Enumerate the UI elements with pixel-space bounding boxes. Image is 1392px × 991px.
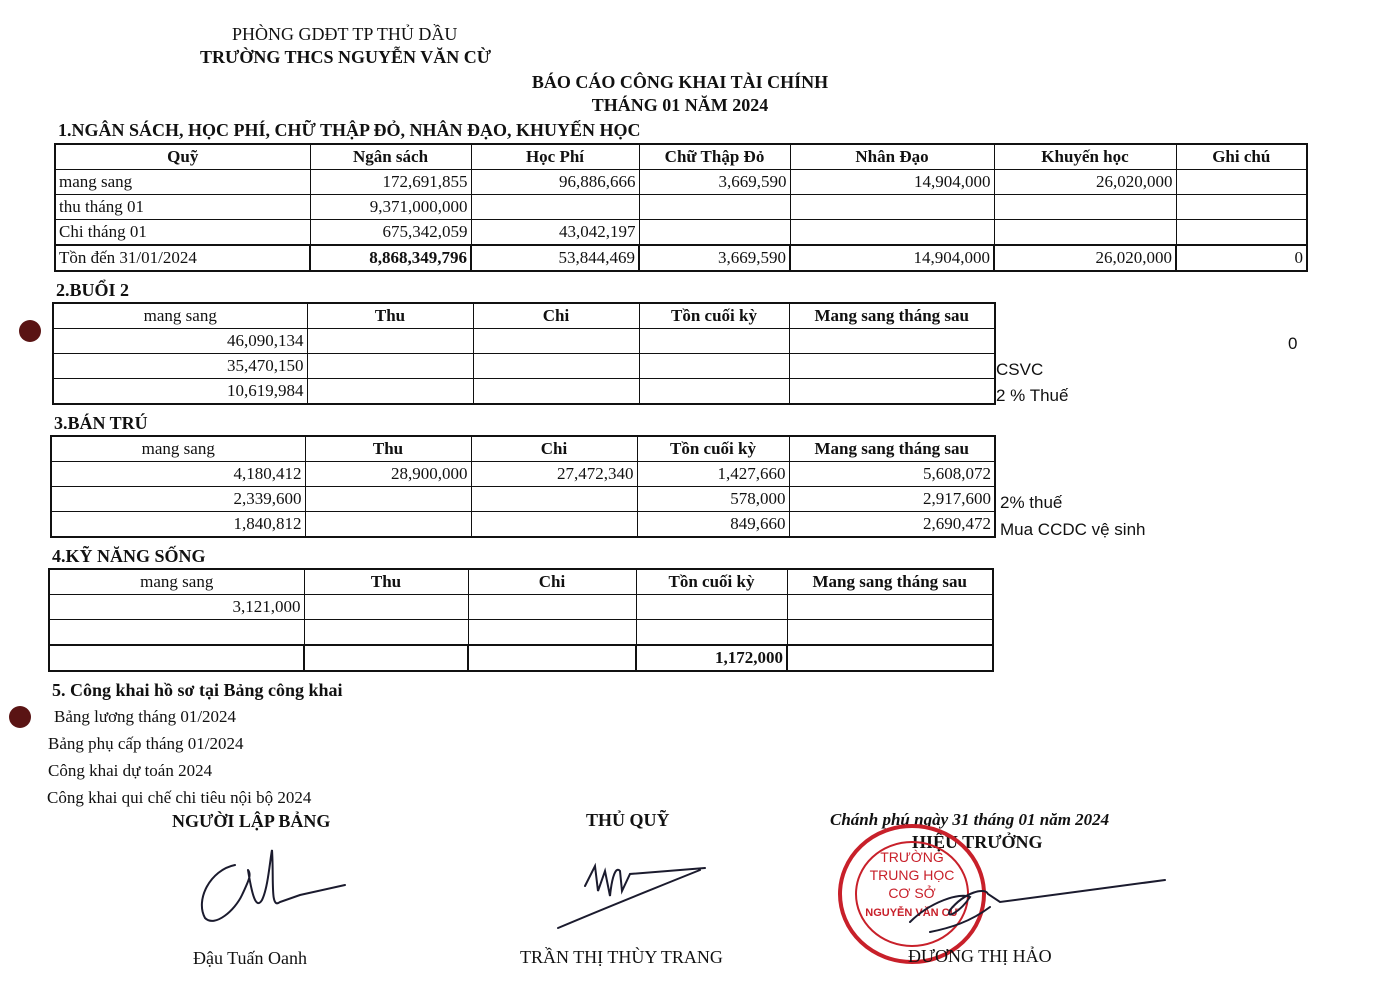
table-cell: 1,172,000 [636,645,787,671]
table-cell [473,329,639,354]
list-item: Bảng phụ cấp tháng 01/2024 [48,734,244,753]
table-cell [471,487,637,512]
row-note: CSVC [996,360,1044,379]
principal-name: ĐƯƠNG THỊ HẢO [908,946,1052,966]
table-total-row [55,245,1307,271]
table-cell: mang sang [55,170,310,195]
preparer-name: Đậu Tuấn Oanh [193,948,308,968]
table-cell [473,354,639,379]
table-cell [787,595,993,620]
table-cell: Chi tháng 01 [55,220,310,246]
col-header: Mang sang tháng sau [789,436,995,462]
table-cell: 675,342,059 [310,220,471,246]
table-cell: 1,427,660 [637,462,789,487]
table-cell [49,620,304,646]
table-cell [1176,220,1307,246]
table-cell [789,379,995,405]
col-header: Thu [307,303,473,329]
table-cell [305,487,471,512]
table-cell [639,195,790,220]
col-header: Mang sang tháng sau [787,569,993,595]
table-cell: 9,371,000,000 [310,195,471,220]
table-cell [305,512,471,538]
table-cell [307,329,473,354]
table-cell [304,645,468,671]
hole-punch-mark [19,320,41,342]
table-cell [307,379,473,405]
preparer-signature-icon [190,840,360,930]
table-cell [636,620,787,646]
table-cell: 28,900,000 [305,462,471,487]
col-header: Mang sang tháng sau [789,303,995,329]
col-header: Tồn cuối kỳ [637,436,789,462]
section3-title: 3.BÁN TRÚ [54,413,148,433]
stamp-text-line: NGUYỄN VĂN CỪ [865,907,959,919]
table-cell: 46,090,134 [53,329,307,354]
treasurer-title: THỦ QUỸ [586,810,670,830]
row-note: Mua CCDC vệ sinh [1000,520,1146,539]
side-value: 0 [1288,334,1298,353]
table-cell: 3,669,590 [639,170,790,195]
table-cell: 3,669,590 [639,245,790,271]
table-cell [471,195,639,220]
table-cell [787,645,993,671]
list-item: Công khai qui chế chi tiêu nội bộ 2024 [47,788,312,807]
table-cell: 849,660 [637,512,789,538]
col-header: mang sang [51,436,305,462]
col-header: Tồn cuối kỳ [636,569,787,595]
department-name: PHÒNG GDĐT TP THỦ DẦU [232,24,458,44]
table-header-row [55,144,1307,170]
table-cell: 4,180,412 [51,462,305,487]
list-item: Bảng lương tháng 01/2024 [54,707,237,726]
table-header-row [49,569,993,595]
table-cell: 43,042,197 [471,220,639,246]
table-cell [304,620,468,646]
report-title: BÁO CÁO CÔNG KHAI TÀI CHÍNH [531,72,829,92]
col-header: Chữ Thập Đỏ [639,144,790,170]
table-cell: 578,000 [637,487,789,512]
row-note: 2% thuế [1000,493,1063,512]
table-cell: 5,608,072 [789,462,995,487]
col-header: mang sang [49,569,304,595]
session2-table [52,302,996,405]
stamp-text-line: TRUNG HỌC [869,867,955,883]
table-cell: 10,619,984 [53,379,307,405]
table-row [53,379,995,405]
table-cell [789,329,995,354]
table-header-row [53,303,995,329]
treasurer-signature-icon [550,846,710,936]
table-row [53,329,995,354]
table-cell [468,595,636,620]
preparer-title: NGƯỜI LẬP BẢNG [172,811,331,831]
table-cell: 0 [1176,245,1307,271]
table-cell: 27,472,340 [471,462,637,487]
table-row [55,220,1307,246]
col-header: Nhân Đạo [790,144,994,170]
table-cell: 1,840,812 [51,512,305,538]
table-cell [994,195,1176,220]
col-header: Ghi chú [1176,144,1307,170]
table-cell [473,379,639,405]
table-cell: 26,020,000 [994,170,1176,195]
col-header: Chi [471,436,637,462]
table-cell [1176,170,1307,195]
table-cell [49,645,304,671]
table-row [55,195,1307,220]
table-row [49,620,993,646]
table-cell: 96,886,666 [471,170,639,195]
stamp-text-line: CƠ SỞ [888,885,936,901]
table-cell: 3,121,000 [49,595,304,620]
col-header: Khuyến học [994,144,1176,170]
table-cell [994,220,1176,246]
table-row [55,170,1307,195]
principal-signature-icon [890,862,1170,942]
life-skills-table [48,568,994,672]
table-cell: 172,691,855 [310,170,471,195]
table-cell [787,620,993,646]
budget-table [54,143,1308,272]
table-header-row [51,436,995,462]
table-cell [1176,195,1307,220]
hole-punch-mark [9,706,31,728]
table-cell [639,220,790,246]
table-row [53,354,995,379]
section5-title: 5. Công khai hồ sơ tại Bảng công khai [52,680,343,700]
school-name: TRƯỜNG THCS NGUYỄN VĂN CỪ [200,47,492,67]
list-item: Công khai dự toán 2024 [48,761,213,780]
table-cell: 14,904,000 [790,170,994,195]
boarding-table [50,435,996,538]
table-cell: 14,904,000 [790,245,994,271]
principal-title: HIỆU TRƯỞNG [912,832,1043,852]
table-cell [304,595,468,620]
table-cell [307,354,473,379]
col-header: Quỹ [55,144,310,170]
table-cell: 8,868,349,796 [310,245,471,271]
table-cell: thu tháng 01 [55,195,310,220]
table-cell [636,595,787,620]
row-note: 2 % Thuế [996,386,1069,405]
date-line: Chánh phú ngày 31 tháng 01 năm 2024 [830,810,1110,829]
table-cell [790,195,994,220]
table-cell: Tồn đến 31/01/2024 [55,245,310,271]
table-row [51,487,995,512]
col-header: Thu [304,569,468,595]
section1-title: 1.NGÂN SÁCH, HỌC PHÍ, CHỮ THẬP ĐỎ, NHÂN ĐẠO, KHUYẾN HỌC [58,120,641,140]
section2-title: 2.BUỔI 2 [56,280,130,300]
col-header: Ngân sách [310,144,471,170]
table-cell [639,354,789,379]
table-row [49,645,993,671]
table-cell [468,620,636,646]
table-row [51,462,995,487]
table-cell: 2,690,472 [789,512,995,538]
col-header: Học Phí [471,144,639,170]
table-row [51,512,995,538]
col-header: Chi [468,569,636,595]
table-cell: 53,844,469 [471,245,639,271]
table-cell [471,512,637,538]
table-cell [468,645,636,671]
stamp-text-line: TRƯỜNG [880,849,944,865]
table-cell: 2,917,600 [789,487,995,512]
col-header: mang sang [53,303,307,329]
col-header: Thu [305,436,471,462]
table-cell [789,354,995,379]
report-subtitle: THÁNG 01 NĂM 2024 [591,95,769,115]
table-row [49,595,993,620]
section4-title: 4.KỸ NĂNG SỐNG [52,546,206,566]
col-header: Chi [473,303,639,329]
treasurer-name: TRẦN THỊ THÙY TRANG [520,947,723,967]
table-cell: 26,020,000 [994,245,1176,271]
col-header: Tồn cuối kỳ [639,303,789,329]
table-cell: 35,470,150 [53,354,307,379]
table-cell [639,379,789,405]
table-cell: 2,339,600 [51,487,305,512]
table-cell [639,329,789,354]
table-cell [790,220,994,246]
